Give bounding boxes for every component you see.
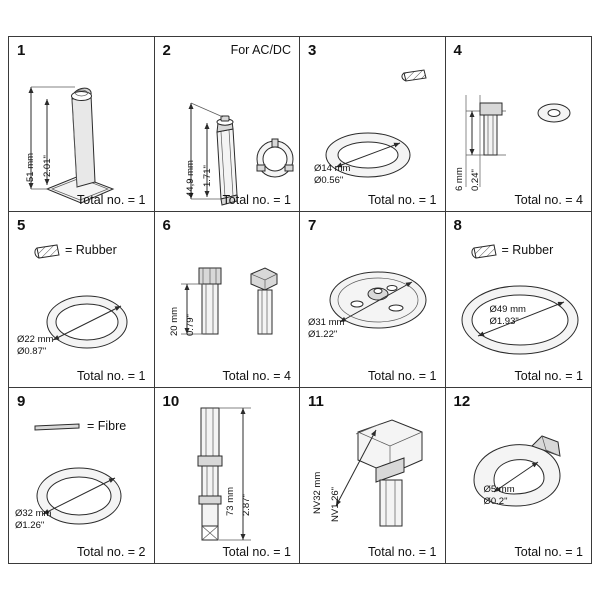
part-drawing-5 [9,212,155,387]
dimension-in: Ø0.2" [483,495,508,507]
total-count: Total no. = 1 [514,544,583,559]
part-cell-9 [9,388,155,563]
part-cell-11 [300,388,446,563]
dimension-in: 2.01" [42,155,53,177]
dimension-mm: Ø14 mm [314,163,351,174]
total-count: Total no. = 4 [222,368,291,383]
part-number: 8 [453,217,462,235]
dimension-mm: 20 mm [168,307,180,337]
part-number: 4 [453,42,462,59]
dimension-mm: 51 mm [25,152,36,182]
total-count: Total no. = 1 [368,193,437,208]
legend-fibre [87,419,126,433]
part-drawing-7 [300,212,446,387]
dimension-mm: Ø49 mm [489,304,526,316]
part-number: 12 [453,392,471,410]
part-number: 6 [162,217,171,235]
part-number: 3 [308,42,317,59]
part-cell-3 [300,37,446,212]
legend-label: = Rubber [65,243,117,258]
dimension-mm: Ø5 mm [483,483,515,495]
total-count: Total no. = 4 [514,193,583,208]
total-count: Total no. = 1 [368,368,437,383]
part-number: 7 [308,217,317,235]
dimension-in: Ø0.87" [17,346,47,358]
part-cell-6 [155,212,301,387]
dimension-in: Ø1.26" [15,519,45,531]
legend-rubber [65,243,117,257]
dimension-in: 0.79" [184,314,196,337]
total-count: Total no. = 1 [222,193,291,208]
dimension-mm: 73 mm [224,486,236,516]
dimension-mm: 44,9 mm [184,160,196,197]
dimension-mm: 6 mm [453,167,465,191]
total-count: Total no. = 1 [77,193,146,208]
total-count: Total no. = 2 [77,544,146,559]
part-number: 11 [308,392,324,410]
dimension-mm: NV32 mm [312,471,323,514]
part-number: 5 [17,217,26,235]
total-count: Total no. = 1 [77,368,146,383]
part-drawing-3 [300,37,446,212]
part-drawing-9 [9,388,155,563]
total-count: Total no. = 1 [514,368,583,383]
part-cell-4 [446,37,592,212]
dimension-in: Ø0.56" [314,175,344,186]
dimension-in: Ø1.22" [308,329,338,341]
part-cell-12 [446,388,592,563]
legend-label: = Fibre [87,418,127,433]
part-drawing-6 [155,212,301,387]
part-number: 10 [162,392,180,410]
part-number: 2 [162,42,171,59]
dimension-mm: Ø32 mm [15,507,52,519]
part-cell-7 [300,212,446,387]
part-number: 1 [17,42,26,59]
parts-table [8,36,592,564]
part-drawing-4 [446,37,592,212]
dimension-mm: Ø22 mm [17,334,54,346]
dimension-in: 0.24" [469,169,481,191]
part-cell-10 [155,388,301,563]
legend-label: = Rubber [501,243,554,258]
dimension-in: NV1.26" [330,486,341,522]
part-cell-2 [155,37,301,212]
part-number: 9 [17,392,26,410]
dimension-in: 1.71" [201,165,213,187]
part-drawing-8 [446,212,592,387]
part-drawing-12 [446,388,592,563]
dimension-mm: Ø31 mm [308,317,345,329]
total-count: Total no. = 1 [222,544,291,559]
part-cell-5 [9,212,155,387]
total-count: Total no. = 1 [368,544,437,559]
part-drawing-1 [9,37,155,212]
part-note: For AC/DC [230,43,291,57]
part-cell-8 [446,212,592,387]
part-drawing-2 [155,37,301,212]
dimension-in: Ø1.93" [489,316,519,328]
legend-rubber [502,243,554,257]
dimension-in: 2.87" [240,493,252,516]
part-cell-1 [9,37,155,212]
part-drawing-10 [155,388,301,563]
